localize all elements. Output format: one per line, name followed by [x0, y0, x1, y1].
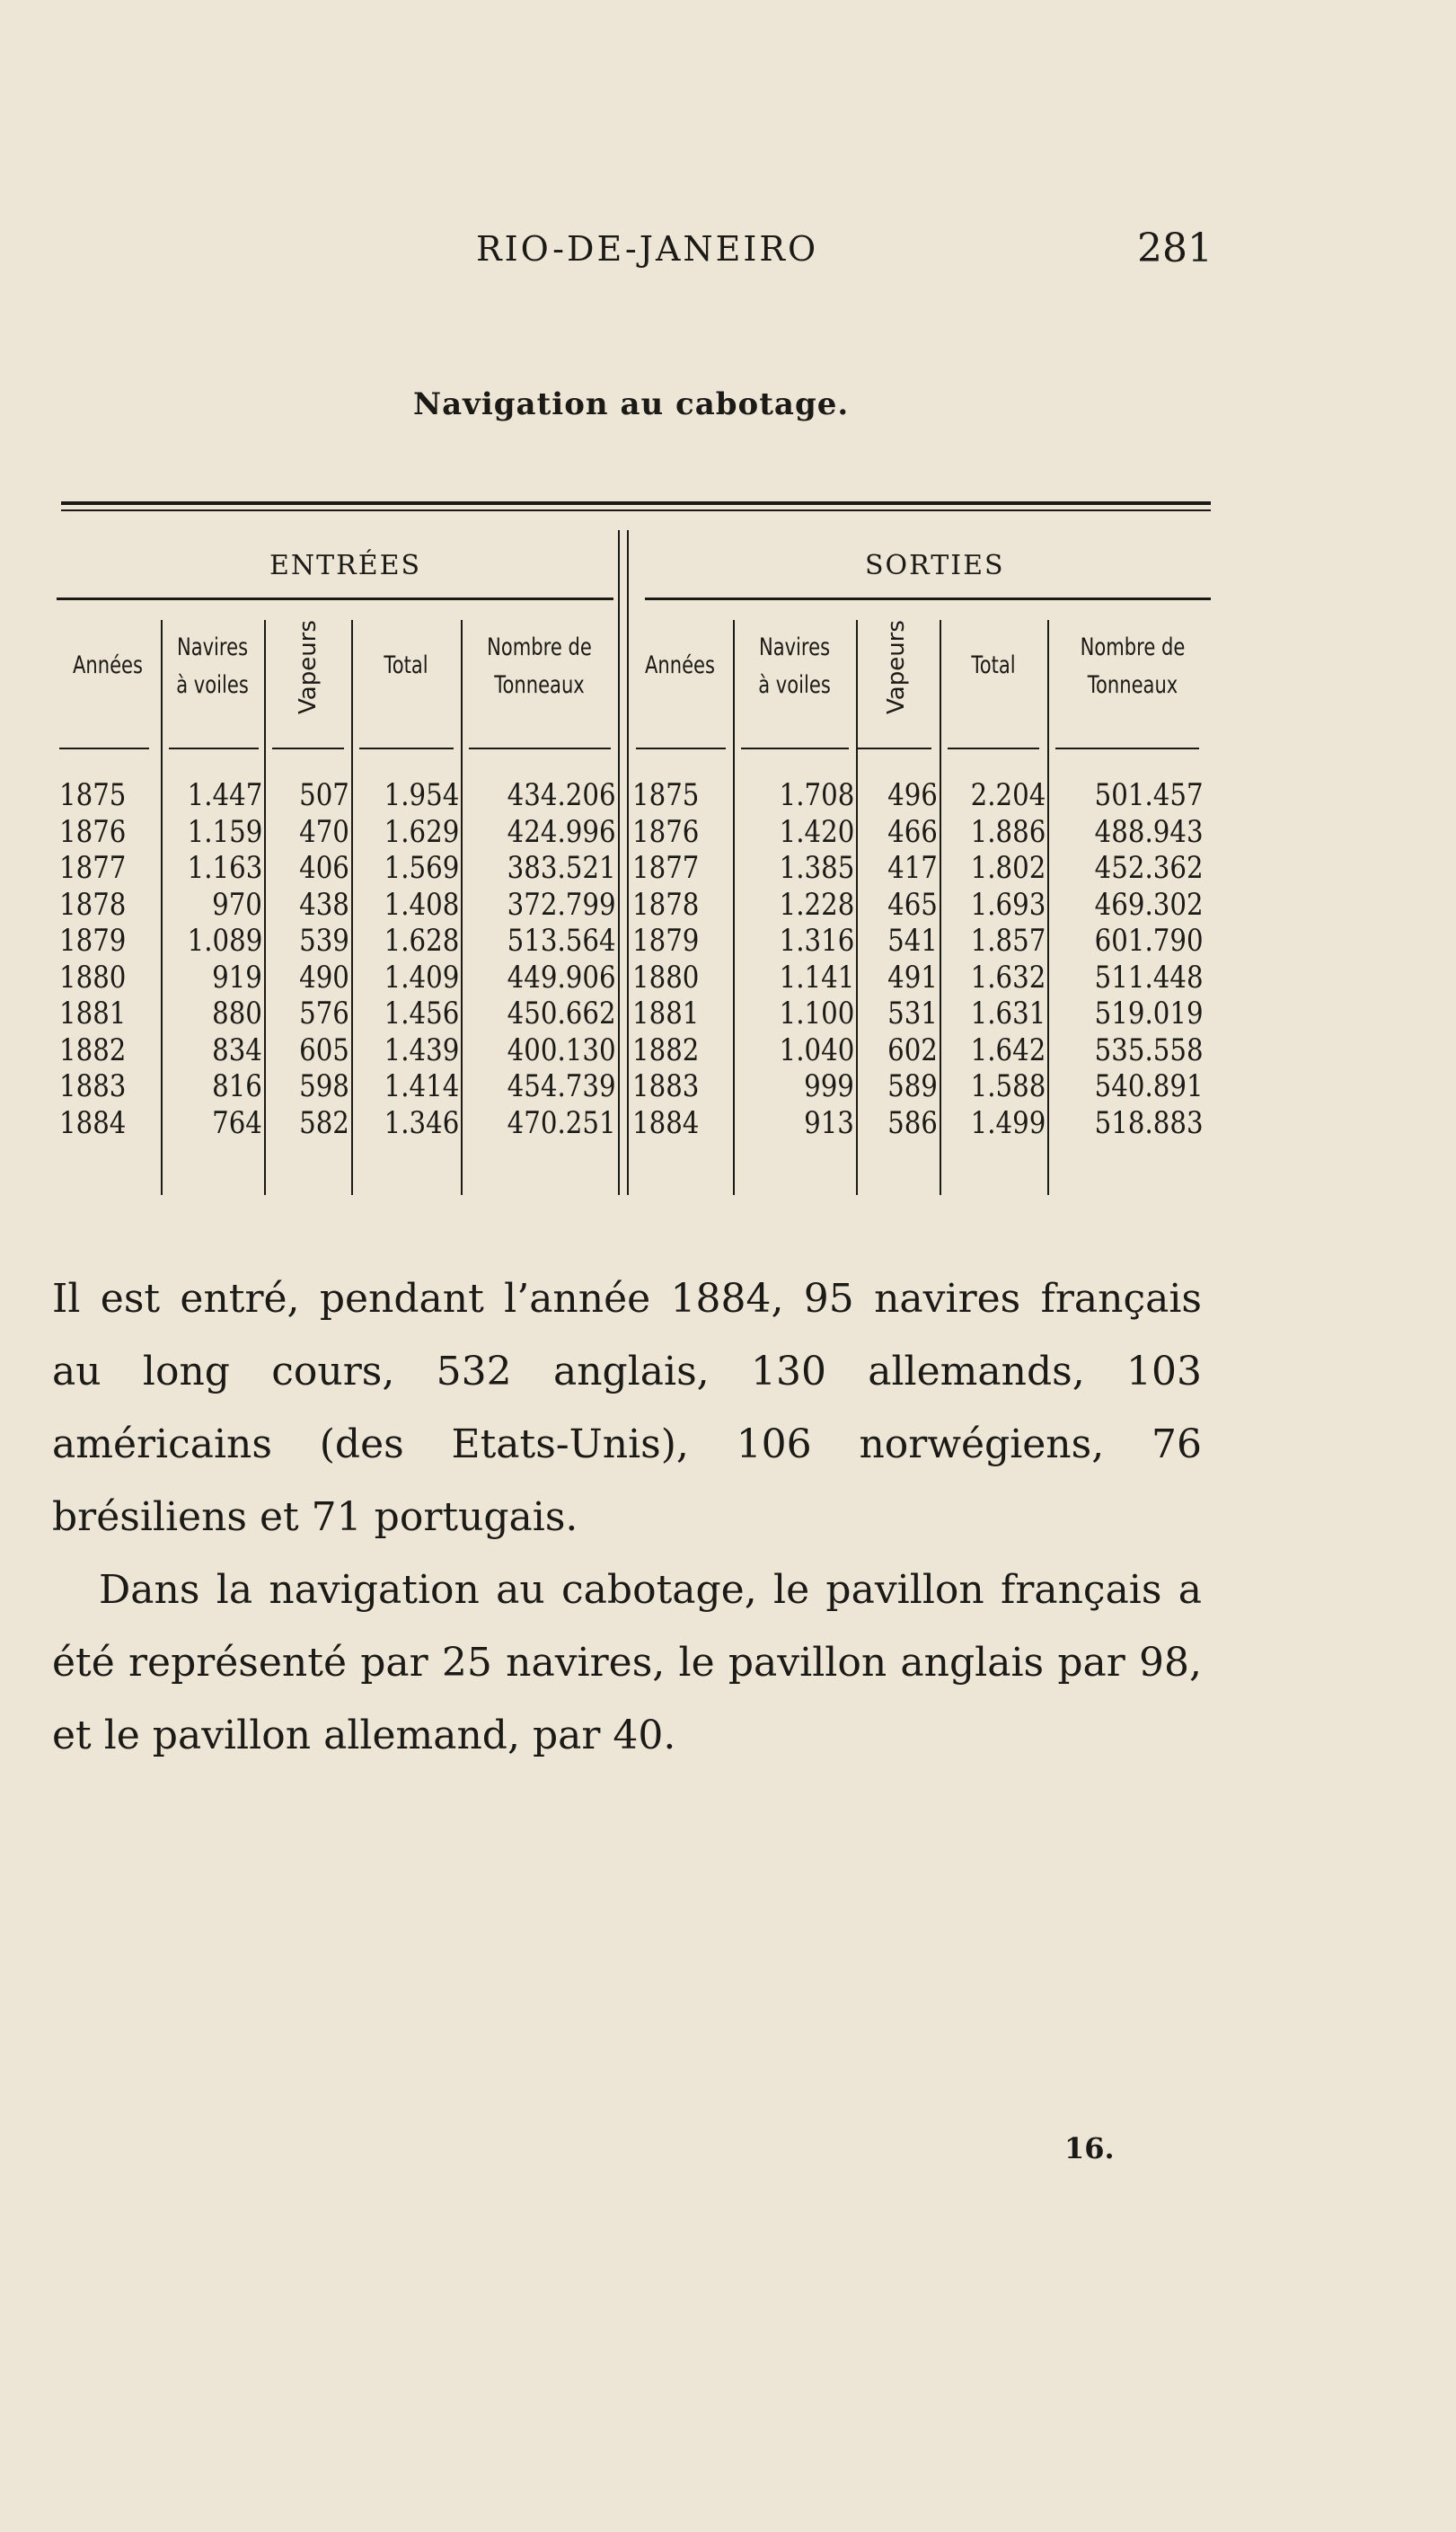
- paragraph: Dans la navigation au cabotage, le pavillon français a été représenté par 25 navires, le pavillon anglais par 98, et le pavillon allemand, par 40.: [52, 1567, 1202, 1758]
- cell-entree-tonneaux: 434.206: [507, 777, 616, 813]
- cell-entree-vapeurs: 598: [299, 1068, 349, 1104]
- cell-entree-vapeurs: 507: [299, 777, 349, 813]
- header-rule: [272, 748, 344, 749]
- cell-sortie-navires: 999: [804, 1068, 854, 1104]
- cell-entree-total: 1.954: [384, 777, 459, 813]
- cell-sortie-vapeurs: 589: [887, 1068, 938, 1104]
- cell-sortie-annee: 1882: [632, 1031, 700, 1068]
- cell-sortie-vapeurs: 465: [887, 886, 938, 923]
- header-annees: Années: [645, 651, 715, 679]
- cell-sortie-tonneaux: 518.883: [1095, 1104, 1204, 1141]
- cell-entree-navires: 919: [212, 959, 262, 996]
- cell-entree-navires: 970: [212, 886, 262, 923]
- header-rule: [741, 748, 849, 749]
- cell-entree-tonneaux: 454.739: [507, 1068, 616, 1104]
- cell-sortie-tonneaux: 535.558: [1095, 1031, 1204, 1068]
- cell-sortie-navires: 1.385: [779, 850, 854, 886]
- cell-entree-annee: 1883: [59, 1068, 127, 1104]
- signature-mark: 16.: [1064, 2131, 1115, 2165]
- cell-entree-annee: 1875: [59, 777, 127, 813]
- header-vapeurs: Vapeurs: [883, 620, 910, 714]
- header-navires: Navires: [176, 633, 249, 661]
- header-rule: [359, 748, 454, 749]
- cell-sortie-total: 1.499: [970, 1104, 1046, 1141]
- running-head: [54, 226, 1213, 283]
- cell-sortie-navires: 1.708: [779, 777, 854, 813]
- table-row: [52, 814, 1220, 851]
- page-number: 281: [1137, 226, 1213, 271]
- cell-sortie-vapeurs: 417: [887, 850, 938, 886]
- header-total: Total: [971, 651, 1016, 679]
- cell-sortie-vapeurs: 496: [887, 777, 938, 813]
- cell-entree-tonneaux: 424.996: [507, 813, 616, 850]
- table-row: [52, 1105, 1220, 1142]
- cell-sortie-annee: 1884: [632, 1104, 700, 1141]
- cell-entree-navires: 880: [212, 996, 262, 1031]
- cell-sortie-annee: 1876: [632, 813, 700, 850]
- top-rule-thin: [61, 509, 1211, 511]
- header-tonneaux: Tonneaux: [1087, 671, 1178, 699]
- cell-entree-vapeurs: 470: [299, 813, 349, 850]
- cell-entree-navires: 1.447: [187, 777, 262, 813]
- group-brace-sorties: [645, 598, 1211, 600]
- running-title: RIO-DE-JANEIRO: [476, 229, 819, 269]
- cell-sortie-total: 1.642: [970, 1031, 1046, 1068]
- cell-entree-total: 1.409: [384, 959, 459, 996]
- cell-entree-vapeurs: 576: [299, 996, 349, 1031]
- cell-entree-navires: 1.163: [187, 850, 262, 886]
- header-rule: [948, 748, 1039, 749]
- cell-entree-tonneaux: 513.564: [507, 923, 616, 959]
- cell-entree-total: 1.414: [384, 1068, 459, 1104]
- cell-sortie-vapeurs: 531: [887, 996, 938, 1031]
- cell-sortie-annee: 1877: [632, 850, 700, 886]
- cell-entree-tonneaux: 383.521: [507, 850, 616, 886]
- cell-entree-tonneaux: 470.251: [507, 1104, 616, 1141]
- header-nombre-de: Nombre de: [487, 633, 592, 661]
- cell-entree-tonneaux: 449.906: [507, 959, 616, 996]
- cell-sortie-annee: 1880: [632, 959, 700, 996]
- cell-sortie-vapeurs: 586: [887, 1104, 938, 1141]
- cell-sortie-tonneaux: 452.362: [1095, 850, 1204, 886]
- cell-sortie-vapeurs: 602: [887, 1031, 938, 1068]
- header-a-voiles: à voiles: [758, 671, 831, 699]
- cell-entree-annee: 1881: [59, 996, 127, 1031]
- cell-sortie-annee: 1883: [632, 1068, 700, 1104]
- cell-entree-vapeurs: 438: [299, 886, 349, 923]
- table-row: [52, 1032, 1220, 1069]
- cell-sortie-total: 1.693: [970, 886, 1046, 923]
- cell-sortie-total: 1.857: [970, 923, 1046, 959]
- cell-entree-total: 1.628: [384, 923, 459, 959]
- cell-entree-tonneaux: 400.130: [507, 1031, 616, 1068]
- table-row: [52, 1068, 1220, 1105]
- cell-sortie-tonneaux: 511.448: [1095, 959, 1204, 996]
- header-rule: [858, 748, 931, 749]
- cell-entree-navires: 816: [212, 1068, 262, 1104]
- cell-sortie-navires: 1.316: [779, 923, 854, 959]
- cell-entree-vapeurs: 539: [299, 923, 349, 959]
- cell-sortie-total: 1.886: [970, 813, 1046, 850]
- cell-entree-annee: 1884: [59, 1104, 127, 1141]
- group-brace-entrees: [57, 598, 613, 600]
- header-rule: [169, 748, 259, 749]
- cell-sortie-navires: 1.420: [779, 813, 854, 850]
- cell-entree-annee: 1882: [59, 1031, 127, 1068]
- cell-entree-vapeurs: 582: [299, 1104, 349, 1141]
- cell-sortie-navires: 1.100: [779, 996, 854, 1031]
- cabotage-table: [52, 530, 1220, 1195]
- header-nombre-de: Nombre de: [1080, 633, 1186, 661]
- cell-sortie-total: 1.632: [970, 959, 1046, 996]
- cell-sortie-total: 1.588: [970, 1068, 1046, 1104]
- paragraph: Il est entré, pendant l’année 1884, 95 navires français au long cours, 532 anglais, 130 allemands, 103 américains (des Etats-Unis), 106 norwégiens, 76 brésiliens et 71 portugais.: [52, 1276, 1202, 1540]
- group-label-sorties: SORTIES: [865, 550, 1005, 581]
- cell-entree-total: 1.629: [384, 813, 459, 850]
- table-row: [52, 923, 1220, 960]
- cell-sortie-tonneaux: 601.790: [1095, 923, 1204, 959]
- cell-sortie-vapeurs: 541: [887, 923, 938, 959]
- cell-entree-vapeurs: 605: [299, 1031, 349, 1068]
- cell-entree-vapeurs: 406: [299, 850, 349, 886]
- cell-sortie-tonneaux: 540.891: [1095, 1068, 1204, 1104]
- header-navires: Navires: [758, 633, 831, 661]
- body-text: [52, 1262, 1202, 1772]
- table-row: [52, 887, 1220, 924]
- table-row: [52, 996, 1220, 1032]
- cell-entree-total: 1.569: [384, 850, 459, 886]
- cell-entree-annee: 1880: [59, 959, 127, 996]
- cell-sortie-annee: 1875: [632, 777, 700, 813]
- cell-sortie-total: 1.631: [970, 996, 1046, 1031]
- cell-sortie-total: 2.204: [970, 777, 1046, 813]
- cell-sortie-vapeurs: 491: [887, 959, 938, 996]
- cell-entree-annee: 1876: [59, 813, 127, 850]
- cell-sortie-tonneaux: 501.457: [1095, 777, 1204, 813]
- cell-sortie-navires: 1.040: [779, 1031, 854, 1068]
- table-body: [52, 777, 1220, 1141]
- cell-entree-annee: 1878: [59, 886, 127, 923]
- cell-entree-navires: 1.089: [187, 923, 262, 959]
- header-vapeurs: Vapeurs: [295, 620, 322, 714]
- cell-sortie-annee: 1879: [632, 923, 700, 959]
- cell-entree-tonneaux: 450.662: [507, 996, 616, 1031]
- cell-entree-total: 1.346: [384, 1104, 459, 1141]
- cell-sortie-vapeurs: 466: [887, 813, 938, 850]
- top-rule: [61, 501, 1211, 505]
- header-rule: [1055, 748, 1199, 749]
- cell-entree-navires: 764: [212, 1104, 262, 1141]
- cell-entree-total: 1.439: [384, 1031, 459, 1068]
- table-title: Navigation au cabotage.: [413, 386, 850, 422]
- cell-sortie-total: 1.802: [970, 850, 1046, 886]
- cell-sortie-annee: 1881: [632, 996, 700, 1031]
- header-total: Total: [384, 651, 428, 679]
- header-rule: [59, 748, 149, 749]
- cell-entree-navires: 1.159: [187, 813, 262, 850]
- group-label-entrees: ENTRÉES: [269, 550, 422, 581]
- cell-entree-tonneaux: 372.799: [507, 886, 616, 923]
- cell-sortie-navires: 1.141: [779, 959, 854, 996]
- cell-sortie-navires: 1.228: [779, 886, 854, 923]
- table-row: [52, 777, 1220, 814]
- cell-entree-total: 1.456: [384, 996, 459, 1031]
- header-annees: Années: [73, 651, 143, 679]
- cell-sortie-tonneaux: 488.943: [1095, 813, 1204, 850]
- header-a-voiles: à voiles: [176, 671, 249, 699]
- cell-entree-navires: 834: [212, 1031, 262, 1068]
- cell-entree-annee: 1879: [59, 923, 127, 959]
- table-row: [52, 850, 1220, 887]
- header-rule: [636, 748, 726, 749]
- cell-sortie-navires: 913: [804, 1104, 854, 1141]
- header-tonneaux: Tonneaux: [494, 671, 585, 699]
- cell-entree-total: 1.408: [384, 886, 459, 923]
- cell-sortie-tonneaux: 469.302: [1095, 886, 1204, 923]
- table-row: [52, 960, 1220, 996]
- cell-entree-annee: 1877: [59, 850, 127, 886]
- header-rule: [469, 748, 611, 749]
- cell-sortie-annee: 1878: [632, 886, 700, 923]
- cell-entree-vapeurs: 490: [299, 959, 349, 996]
- cell-sortie-tonneaux: 519.019: [1095, 996, 1204, 1031]
